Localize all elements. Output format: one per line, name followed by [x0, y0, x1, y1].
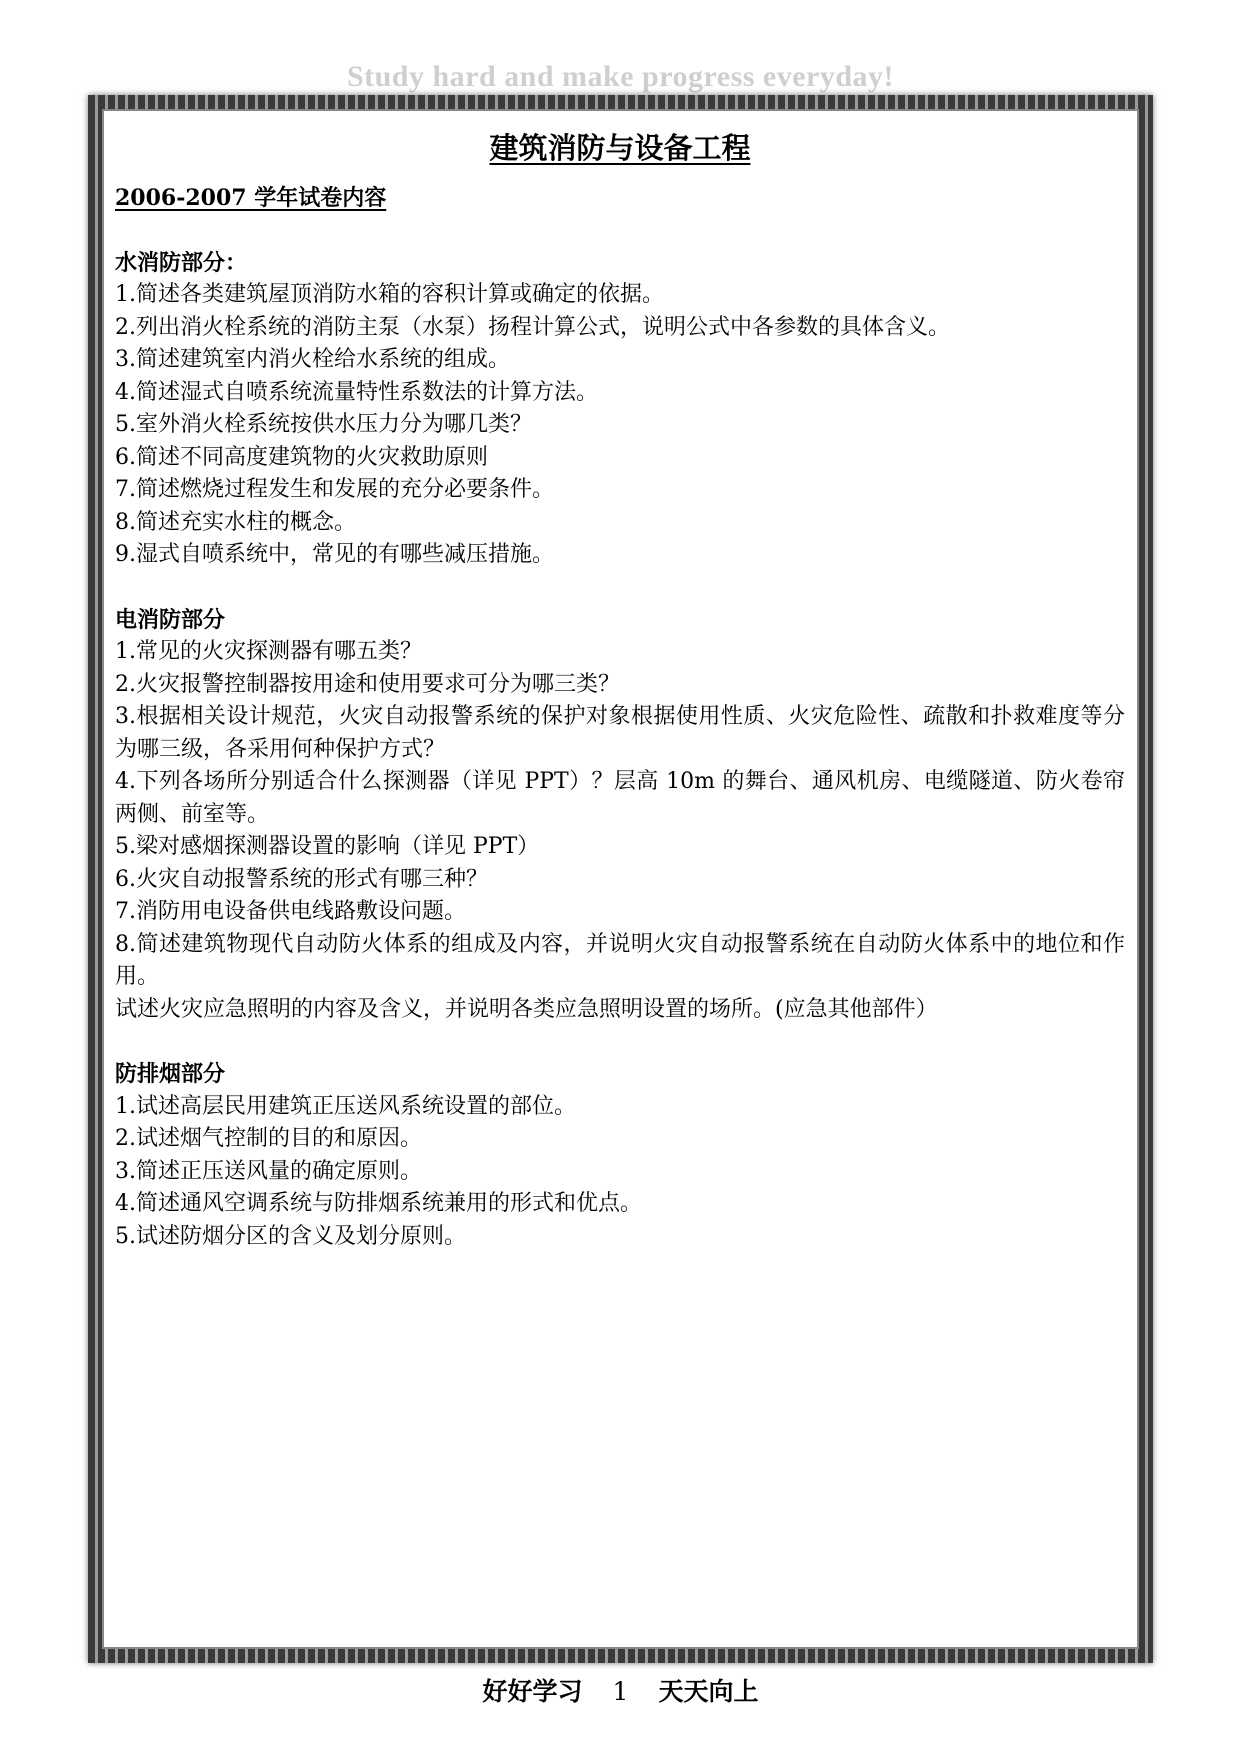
question-item: 2.试述烟气控制的目的和原因。 — [115, 1126, 422, 1151]
question-item: 8.简述建筑物现代自动防火体系的组成及内容，并说明火灾自动报警系统在自动防火体系中的地位和作用。 — [115, 931, 1125, 989]
section-heading: 水消防部分： — [115, 249, 248, 276]
question-item: 7.简述燃烧过程发生和发展的充分必要条件。 — [115, 477, 554, 502]
question-item: 3.简述正压送风量的确定原则。 — [115, 1158, 422, 1184]
page-number: 1 — [612, 1677, 629, 1706]
section-smoke-control — [115, 1058, 1125, 1253]
section-electrical-fire-protection — [115, 604, 1125, 1027]
footer-right-motto: 天天向上 — [658, 1677, 759, 1706]
question-item: 试述火灾应急照明的内容及含义，并说明各类应急照明设置的场所。(应急其他部件） — [115, 996, 938, 1022]
question-item: 4.简述湿式自喷系统流量特性系数法的计算方法。 — [115, 379, 598, 405]
question-item: 6.简述不同高度建筑物的火灾救助原则 — [115, 444, 488, 470]
question-item: 9.湿式自喷系统中，常见的有哪些减压措施。 — [115, 542, 554, 567]
question-item: 1.试述高层民用建筑正压送风系统设置的部位。 — [115, 1093, 576, 1119]
header-motto: Study hard and make progress everyday! — [346, 60, 895, 93]
section-water-fire-protection — [115, 247, 1125, 572]
question-item: 4.简述通风空调系统与防排烟系统兼用的形式和优点。 — [115, 1191, 642, 1216]
question-item: 5.室外消火栓系统按供水压力分为哪几类？ — [115, 412, 532, 437]
question-item: 1.常见的火灾探测器有哪五类？ — [115, 639, 422, 664]
question-item: 4.下列各场所分别适合什么探测器（详见 PPT）？层高 10m 的舞台、通风机房、电缆隧道、防火卷帘两侧、前室等。 — [115, 769, 1125, 827]
question-item: 2.火灾报警控制器按用途和使用要求可分为哪三类？ — [115, 671, 620, 697]
question-item: 6.火灾自动报警系统的形式有哪三种？ — [115, 866, 488, 892]
question-item: 1.简述各类建筑屋顶消防水箱的容积计算或确定的依据。 — [115, 282, 664, 307]
question-item: 5.梁对感烟探测器设置的影响（详见 PPT） — [115, 834, 540, 859]
question-item: 7.消防用电设备供电线路敷设问题。 — [115, 899, 466, 924]
page-footer — [0, 1672, 1241, 1708]
question-item: 3.根据相关设计规范，火灾自动报警系统的保护对象根据使用性质、火灾危险性、疏散和扑救难度等分为哪三级，各采用何种保护方式？ — [115, 704, 1125, 762]
question-item: 5.试述防烟分区的含义及划分原则。 — [115, 1223, 466, 1249]
document-body — [115, 128, 1125, 1285]
section-heading: 防排烟部分 — [115, 1061, 226, 1087]
document-title: 建筑消防与设备工程 — [489, 131, 751, 165]
question-item: 8.简述充实水柱的概念。 — [115, 509, 356, 535]
question-item: 2.列出消火栓系统的消防主泵（水泵）扬程计算公式，说明公式中各参数的具体含义。 — [115, 314, 950, 340]
footer-left-motto: 好好学习 — [482, 1677, 583, 1706]
exam-year-subtitle: 2006-2007 学年试卷内容 — [115, 185, 387, 211]
question-item: 3.简述建筑室内消火栓给水系统的组成。 — [115, 347, 510, 372]
section-heading: 电消防部分 — [115, 606, 226, 633]
